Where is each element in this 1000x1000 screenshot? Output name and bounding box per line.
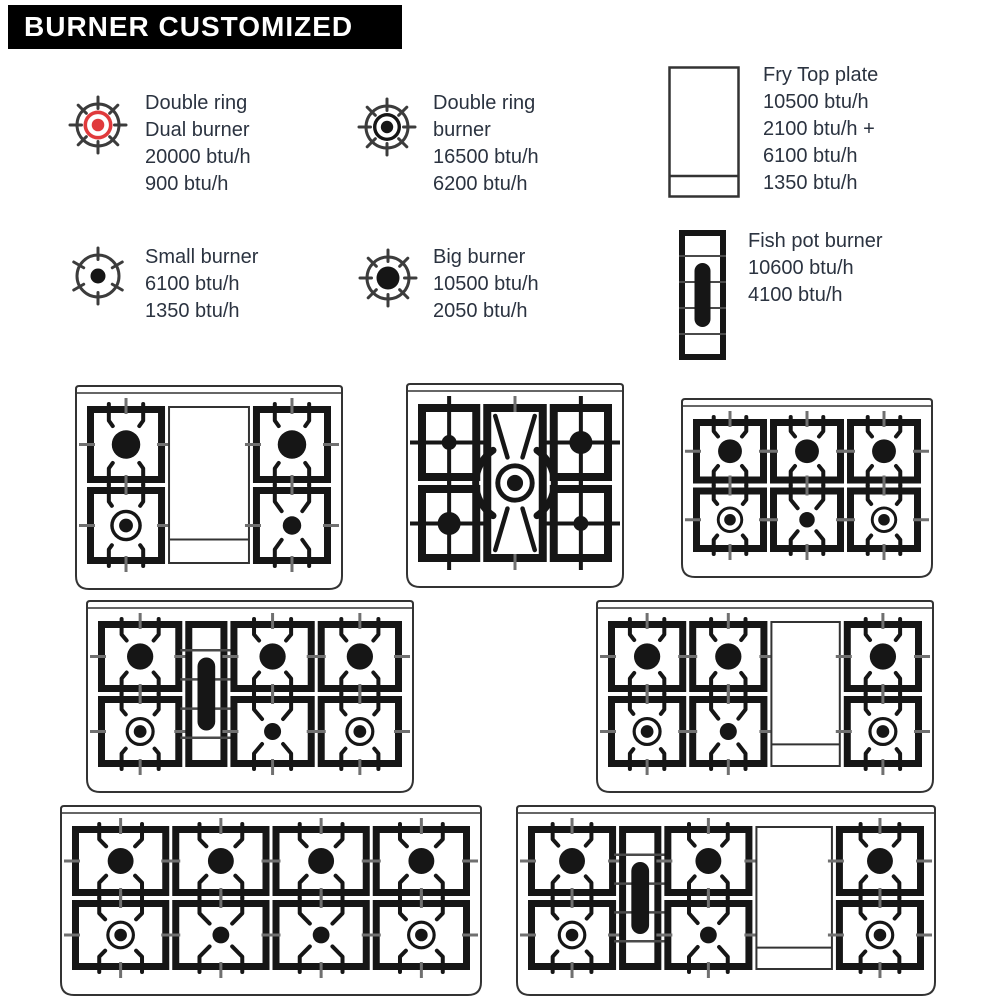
- cooktop-8-burner: [60, 805, 482, 996]
- cooktop-7-burner-fishpot: [86, 600, 414, 793]
- legend-line: 10600 btu/h: [748, 257, 854, 279]
- legend-line: 16500 btu/h: [433, 146, 539, 168]
- small-burner-icon: [68, 246, 128, 306]
- big-burner-icon: [358, 248, 418, 308]
- legend-line: 10500 btu/h: [433, 273, 539, 295]
- legend-line: 2100 btu/h +: [763, 118, 875, 140]
- legend-text-double-ring-dual: [145, 90, 251, 198]
- legend-text-small-burner: [145, 244, 258, 325]
- legend-text-fry-top: [763, 62, 878, 197]
- legend-line: 1350 btu/h: [763, 172, 858, 194]
- legend-line: Fish pot burner: [748, 230, 883, 252]
- legend-line: 2050 btu/h: [433, 300, 528, 322]
- cooktop-7-burner-fishpot-frytop: [516, 805, 936, 996]
- cooktop-5-burner-wok: [406, 383, 624, 588]
- legend-line: 6200 btu/h: [433, 173, 528, 195]
- legend-line: 900 btu/h: [145, 173, 229, 195]
- double-ring-dual-burner-icon: [68, 95, 128, 155]
- legend-line: Double ring: [433, 92, 536, 114]
- legend-line: Dual burner: [145, 119, 250, 141]
- fish-pot-burner-icon: [679, 230, 726, 360]
- legend-line: burner: [433, 119, 491, 141]
- double-ring-burner-icon: [357, 97, 417, 157]
- cooktop-6-burner: [681, 398, 933, 578]
- legend-line: Big burner: [433, 246, 526, 268]
- legend-line: 6100 btu/h: [145, 273, 240, 295]
- legend-text-double-ring: [433, 90, 539, 198]
- cooktop-6-burner-frytop: [596, 600, 934, 793]
- legend-text-fish-pot: [748, 228, 883, 309]
- legend-text-big-burner: [433, 244, 539, 325]
- legend-line: 10500 btu/h: [763, 91, 869, 113]
- legend-line: 1350 btu/h: [145, 300, 240, 322]
- page-title: BURNER CUSTOMIZED: [8, 5, 402, 49]
- legend-line: Small burner: [145, 246, 259, 268]
- legend-line: 20000 btu/h: [145, 146, 251, 168]
- legend-line: 4100 btu/h: [748, 284, 843, 306]
- cooktop-4-burner-frytop: [75, 385, 343, 590]
- legend-line: 6100 btu/h: [763, 145, 858, 167]
- fry-top-plate-icon: [668, 66, 740, 198]
- legend-line: Fry Top plate: [763, 64, 879, 86]
- legend-line: Double ring: [145, 92, 248, 114]
